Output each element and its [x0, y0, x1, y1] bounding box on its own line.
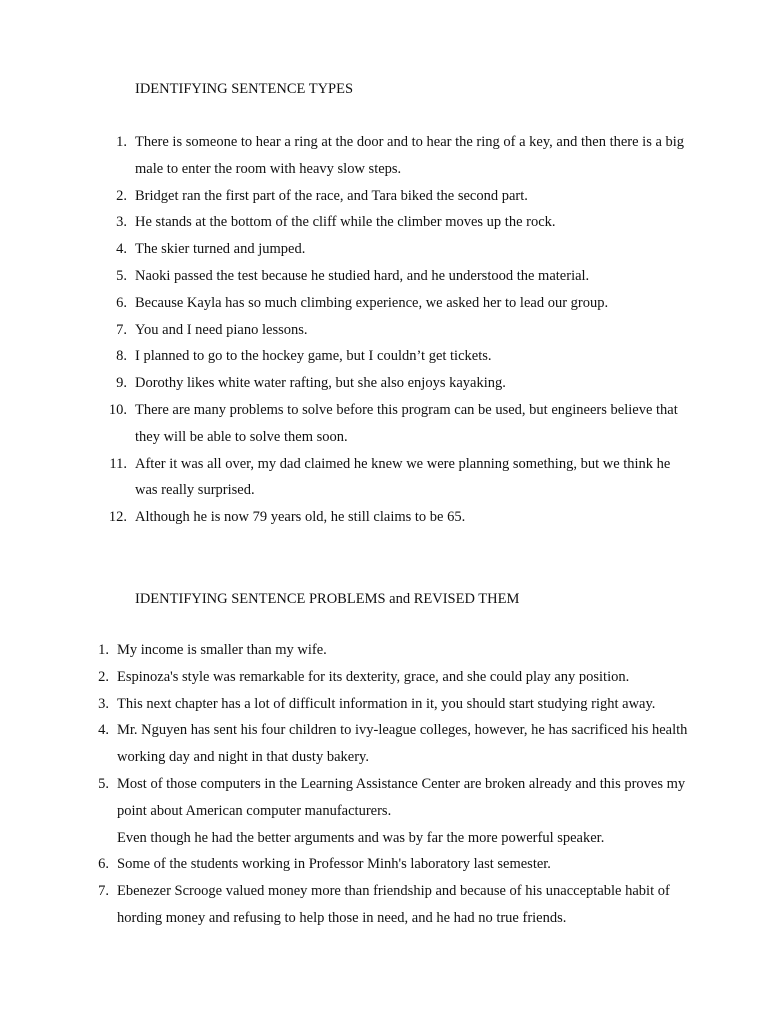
item-number: 8. — [116, 348, 127, 365]
item-number: 4. — [116, 241, 127, 258]
list-item — [100, 183, 690, 210]
item-number: 1. — [116, 134, 127, 150]
section-1-heading: IDENTIFYING SENTENCE TYPES — [135, 81, 354, 97]
item-text: Espinoza's style was remarkable for its dexterity, grace, and she could play any position. — [117, 668, 630, 685]
item-number: 2. — [116, 187, 127, 204]
item-number: 6. — [116, 294, 127, 311]
list-item — [82, 878, 692, 932]
item-number: 5. — [116, 267, 127, 284]
item-text: Although he is now 79 years old, he still claims to be 65. — [135, 509, 466, 526]
list-item — [100, 209, 690, 236]
item-number: 4. — [98, 722, 109, 739]
item-number: 7. — [116, 321, 127, 338]
list-item — [82, 637, 692, 664]
list-item — [100, 290, 690, 317]
item-number: 11. — [109, 455, 127, 472]
item-number: 7. — [98, 883, 109, 900]
item-number: 2. — [98, 668, 109, 685]
item-text: Ebenezer Scrooge valued money more than friendship and because of his unacceptable habit of hording money and refusing to help those in need, and he had no true friends. — [117, 883, 670, 926]
list-item — [82, 771, 692, 825]
item-number: 6. — [98, 856, 109, 873]
item-text: Even though he had the better arguments and was by far the more powerful speaker. — [117, 829, 605, 846]
item-text: My income is smaller than my wife. — [117, 642, 327, 658]
item-text: There is someone to hear a ring at the door and to hear the ring of a key, and then there is a big male to enter the room with heavy slow steps. — [135, 134, 685, 177]
item-number: 12. — [108, 509, 127, 526]
item-text: You and I need piano lessons. — [135, 321, 308, 338]
item-text: Bridget ran the first part of the race, and Tara biked the second part. — [135, 187, 528, 204]
list-item — [100, 236, 690, 263]
list-item — [82, 664, 692, 691]
item-text: Some of the students working in Professor Minh's laboratory last semester. — [117, 856, 551, 873]
item-text: There are many problems to solve before this program can be used, but engineers believe that they will be able to solve them soon. — [135, 401, 678, 445]
item-number: 9. — [116, 375, 127, 392]
item-text: Mr. Nguyen has sent his four children to ivy-league colleges, however, he has sacrificed his health working day and night in that dusty bakery. — [117, 722, 688, 766]
item-number: 1. — [98, 642, 109, 658]
item-text: Most of those computers in the Learning Assistance Center are broken already and this proves my point about American computer manufacturers. — [117, 775, 686, 819]
item-text: Dorothy likes white water rafting, but she also enjoys kayaking. — [135, 375, 506, 392]
list-item — [100, 343, 690, 370]
item-text: Because Kayla has so much climbing experience, we asked her to lead our group. — [135, 294, 609, 311]
list-item — [100, 263, 690, 290]
sentence-problems-list — [82, 637, 692, 932]
item-number: 5. — [98, 775, 109, 792]
list-item — [100, 397, 690, 451]
item-number: 3. — [98, 695, 109, 712]
list-item — [100, 370, 690, 397]
item-text: After it was all over, my dad claimed he knew we were planning something, but we think he was really surprised. — [135, 455, 671, 499]
section-2-heading: IDENTIFYING SENTENCE PROBLEMS and REVISED THEM — [135, 591, 520, 607]
list-item — [100, 451, 690, 505]
item-text: He stands at the bottom of the cliff while the climber moves up the rock. — [135, 214, 556, 231]
item-number: 3. — [116, 214, 127, 231]
item-number: 10. — [108, 401, 127, 418]
list-item — [82, 825, 692, 852]
list-item — [100, 317, 690, 344]
list-item — [82, 717, 692, 771]
item-text: This next chapter has a lot of difficult information in it, you should start studying right away. — [117, 695, 656, 712]
sentence-types-list — [100, 129, 690, 531]
list-item — [82, 851, 692, 878]
item-text: The skier turned and jumped. — [135, 241, 306, 258]
item-text: I planned to go to the hockey game, but I couldn’t get tickets. — [135, 348, 492, 365]
item-text: Naoki passed the test because he studied hard, and he understood the material. — [135, 267, 590, 284]
list-item — [82, 691, 692, 718]
list-item — [100, 504, 690, 531]
list-item — [100, 129, 690, 183]
